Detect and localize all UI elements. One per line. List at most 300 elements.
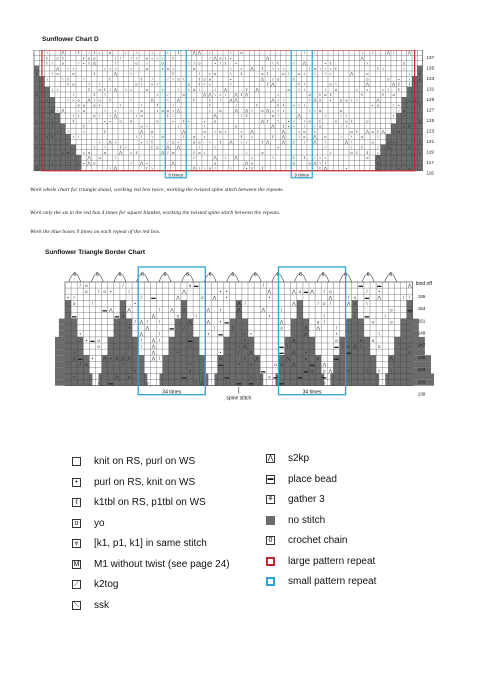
stitch-symbol: ⋀ — [261, 307, 266, 313]
stitch-symbol: ▬ — [309, 362, 315, 368]
stitch-symbol: ⋀ — [291, 337, 296, 343]
no-stitch-block — [114, 319, 132, 325]
stitch-symbol: o — [161, 107, 164, 113]
stitch-symbol: / — [140, 295, 142, 301]
stitch-symbol: ℓ — [240, 134, 243, 140]
stitch-symbol: / — [188, 123, 190, 129]
stitch-symbol: / — [72, 113, 74, 119]
stitch-symbol: \ — [282, 97, 284, 103]
stitch-symbol: • — [371, 102, 374, 108]
stitch-symbol: ⋀ — [113, 86, 118, 92]
stitch-symbol: ⋀ — [234, 92, 238, 98]
stitch-symbol: ℓ — [151, 139, 153, 145]
legend-item — [266, 556, 375, 567]
stitch-symbol: ⋀ — [229, 97, 233, 103]
stitch-symbol: / — [293, 118, 295, 124]
stitch-symbol: ℓ — [377, 65, 379, 71]
stitch-symbol: • — [277, 144, 279, 150]
stitch-symbol: ℓ — [93, 50, 96, 56]
stitch-symbol: \ — [414, 160, 416, 166]
stitch-symbol: / — [51, 86, 53, 92]
stitch-symbol: ℓ — [193, 97, 195, 103]
stitch-symbol: • — [251, 134, 253, 140]
stitch-symbol: \ — [277, 65, 279, 71]
stitch-symbol: ℓ — [240, 92, 243, 98]
no-stitch-block — [59, 331, 77, 337]
stitch-symbol: o — [292, 160, 295, 166]
stitch-symbol: • — [77, 113, 80, 119]
stitch-symbol: \ — [351, 139, 353, 145]
stitch-symbol: / — [158, 337, 161, 343]
stitch-symbol: ▬ — [376, 282, 382, 288]
stitch-symbol: \ — [387, 86, 389, 92]
legend-label: gather 3 — [288, 494, 325, 505]
stitch-symbol: • — [134, 301, 136, 307]
stitch-symbol: • — [193, 155, 195, 161]
row-number: 145 — [417, 354, 426, 360]
stitch-symbol: / — [324, 144, 326, 150]
stitch-symbol: ⋀ — [213, 113, 217, 119]
stitch-symbol: ℓ — [172, 71, 174, 77]
stitch-symbol: o — [308, 160, 311, 166]
stitch-symbol: o — [88, 149, 91, 155]
stitch-symbol: / — [67, 128, 69, 134]
stitch-symbol: / — [403, 160, 405, 166]
stitch-symbol: • — [146, 160, 148, 166]
legend-item — [266, 576, 376, 587]
stitch-symbol: o — [182, 92, 185, 98]
stitch-symbol: / — [114, 155, 116, 161]
stitch-symbol: o — [235, 123, 238, 129]
stitch-symbol: o — [324, 134, 327, 140]
chain-count: 6 — [163, 272, 167, 278]
stitch-symbol: ℓ — [109, 76, 111, 82]
stitch-symbol: ℓ — [104, 86, 106, 92]
stitch-symbol: • — [161, 65, 164, 71]
stitch-symbol: / — [51, 71, 53, 77]
stitch-symbol: / — [366, 60, 368, 66]
stitch-symbol: o — [323, 301, 326, 307]
stitch-symbol: \ — [198, 86, 200, 92]
stitch-symbol: • — [230, 55, 232, 61]
stitch-symbol: ℓ — [293, 155, 295, 161]
stitch-symbol: ℓ — [198, 76, 201, 82]
stitch-symbol: \ — [319, 65, 321, 71]
stitch-symbol: • — [67, 295, 69, 301]
stitch-symbol: ▬ — [248, 380, 254, 386]
stitch-symbol: / — [414, 123, 416, 129]
stitch-symbol: ▬ — [279, 343, 284, 349]
stitch-symbol: \ — [204, 123, 206, 129]
stitch-symbol: • — [128, 325, 130, 331]
stitch-symbol: \ — [146, 123, 148, 129]
chain-icon: 0 — [266, 536, 275, 545]
stitch-symbol: / — [377, 144, 379, 150]
stitch-symbol: • — [203, 134, 206, 140]
stitch-symbol: ⋀ — [61, 107, 65, 113]
gather-icon: ⚘ — [267, 496, 274, 503]
legend-label: k2tog — [94, 579, 119, 590]
stitch-symbol: o — [135, 81, 138, 87]
no-stitch-block — [297, 306, 303, 312]
stitch-symbol: / — [167, 92, 169, 98]
stitch-symbol: / — [125, 50, 127, 56]
stitch-symbol: ⋀ — [244, 92, 249, 98]
stitch-symbol: / — [204, 81, 206, 87]
stitch-symbol: \ — [298, 102, 300, 108]
stitch-symbol: \ — [172, 107, 174, 113]
stitch-symbol: \ — [230, 81, 232, 87]
stitch-symbol: • — [324, 60, 327, 66]
border-chart-grid — [55, 262, 455, 417]
stitch-symbol: ⋀ — [108, 307, 113, 313]
legend-item — [72, 477, 195, 488]
stitch-symbol: / — [419, 149, 421, 155]
stitch-symbol: o — [219, 356, 222, 362]
stitch-symbol: o — [403, 60, 406, 66]
stitch-symbol: / — [114, 55, 116, 61]
stitch-symbol: ℓ — [277, 60, 279, 66]
stitch-symbol: o — [310, 368, 314, 374]
stitch-symbol: ℓ — [298, 81, 300, 87]
stitch-symbol: ▬ — [114, 313, 120, 319]
stitch-symbol: o — [376, 160, 379, 166]
stitch-symbol: / — [67, 97, 69, 103]
stitch-symbol: ℓ — [209, 97, 211, 103]
stitch-symbol: ⋀ — [310, 288, 314, 294]
stitch-symbol: ▬ — [218, 362, 223, 368]
stitch-symbol: / — [172, 113, 174, 119]
stitch-symbol: / — [183, 325, 185, 331]
no-stitch-block — [169, 337, 200, 343]
stitch-symbol: / — [128, 288, 130, 294]
stitch-symbol: \ — [366, 368, 368, 374]
stitch-symbol: ⋀ — [407, 123, 412, 129]
row-number: 151 — [417, 318, 426, 324]
stitch-symbol: o — [329, 81, 332, 87]
stitch-symbol: • — [130, 65, 132, 71]
stitch-symbol: o — [35, 92, 38, 98]
stitch-symbol: / — [272, 76, 274, 82]
stitch-symbol: ⋀ — [304, 331, 308, 337]
no-stitch-block — [120, 306, 126, 312]
stitch-symbol: o — [67, 149, 70, 155]
stitch-symbol: / — [335, 325, 338, 331]
stitch-symbol: ℓ — [93, 71, 96, 77]
no-stitch-block — [65, 313, 71, 319]
stitch-symbol: \ — [213, 325, 216, 331]
stitch-symbol: • — [130, 86, 132, 92]
legend-label: M1 without twist (see page 24) — [94, 558, 230, 570]
stitch-symbol: o — [72, 71, 75, 77]
stitch-symbol: o — [56, 71, 59, 77]
stitch-symbol: \ — [99, 81, 101, 87]
stitch-symbol: ⋀ — [127, 356, 131, 362]
stitch-symbol: / — [324, 86, 326, 92]
stitch-symbol: ▬ — [224, 374, 229, 380]
stitch-symbol: \ — [67, 165, 69, 171]
border-chart — [55, 262, 455, 417]
stitch-symbol: ⋀ — [249, 349, 253, 355]
stitch-symbol: o — [390, 307, 393, 313]
stitch-symbol: / — [393, 128, 395, 134]
stitch-symbol: ℓ — [67, 81, 69, 87]
row-number: 141 — [417, 379, 426, 385]
stitch-symbol: \ — [114, 65, 116, 71]
stitch-symbol: o — [371, 337, 375, 343]
stitch-symbol: o — [361, 134, 364, 140]
stitch-symbol: o — [198, 60, 201, 66]
stitch-symbol: \ — [146, 139, 148, 145]
chain-count: 6 — [95, 272, 99, 278]
twisted-knit-icon: ℓ — [72, 498, 81, 507]
no-stitch-block — [333, 355, 376, 361]
stitch-symbol: ▬ — [334, 356, 339, 362]
stitch-symbol: \ — [78, 107, 80, 113]
stitch-symbol: ▬ — [407, 307, 412, 313]
legend-item — [72, 600, 109, 611]
stitch-symbol: / — [193, 60, 195, 66]
legend-item — [266, 535, 347, 546]
stitch-symbol: ▬ — [218, 331, 223, 337]
stitch-symbol: ⋀ — [151, 343, 156, 349]
repeat-label: 34 times — [162, 389, 182, 396]
stitch-symbol: / — [188, 60, 190, 66]
stitch-symbol: / — [130, 160, 132, 166]
stitch-symbol: • — [83, 149, 85, 155]
stitch-symbol: \ — [341, 343, 344, 349]
stitch-symbol: ⋀ — [271, 81, 275, 87]
stitch-symbol: ℓ — [319, 118, 321, 124]
stitch-symbol: o — [156, 118, 159, 124]
legend-label: purl on RS, knit on WS — [94, 476, 196, 488]
stitch-symbol: ℓ — [119, 144, 122, 150]
stitch-symbol: \ — [104, 144, 106, 150]
stitch-symbol: o — [146, 380, 149, 386]
stitch-symbol: o — [271, 113, 274, 119]
stitch-symbol: ℓ — [46, 55, 48, 61]
stitch-symbol: ℓ — [219, 139, 222, 145]
stitch-symbol: o — [77, 102, 80, 108]
stitch-symbol: ⋀ — [115, 356, 119, 362]
chain-count: 6 — [253, 272, 257, 278]
stitch-symbol: \ — [88, 81, 90, 87]
stitch-symbol: ⋀ — [250, 128, 254, 134]
stitch-symbol: \ — [282, 107, 284, 113]
stitch-symbol: ⋀ — [255, 356, 259, 362]
stitch-symbol: o — [93, 102, 96, 108]
stitch-symbol: o — [366, 155, 369, 161]
stitch-symbol: ⋀ — [150, 97, 154, 103]
row-number: 127 — [426, 107, 435, 113]
stitch-symbol: o — [387, 139, 390, 145]
stitch-symbol: \ — [288, 71, 290, 77]
stitch-symbol: ▬ — [224, 319, 229, 325]
stitch-symbol: / — [198, 165, 200, 171]
stitch-symbol: \ — [135, 113, 137, 119]
stitch-symbol: \ — [130, 71, 132, 77]
stitch-symbol: / — [57, 128, 59, 134]
stitch-symbol: o — [135, 60, 138, 66]
stitch-symbol: ⋀ — [346, 301, 351, 307]
stitch-symbol: ⋀ — [40, 144, 44, 150]
stitch-symbol: \ — [319, 160, 321, 166]
legend-label: yo — [94, 517, 105, 529]
stitch-symbol: o — [140, 113, 143, 119]
no-stitch-block — [218, 367, 261, 373]
stitch-symbol: • — [398, 102, 400, 108]
stitch-symbol: / — [314, 107, 316, 113]
stitch-symbol: ℓ — [135, 149, 138, 155]
stitch-symbol: ⋀ — [169, 307, 174, 313]
stitch-symbol: \ — [226, 380, 228, 386]
stitch-symbol: o — [319, 123, 322, 129]
stitch-symbol: \ — [93, 144, 95, 150]
stitch-symbol: \ — [246, 149, 248, 155]
stitch-symbol: ⋀ — [151, 337, 156, 343]
stitch-symbol: ⋀ — [271, 123, 275, 129]
stitch-symbol: • — [140, 139, 143, 145]
stitch-symbol: ▬ — [273, 374, 278, 380]
stitch-symbol: / — [78, 160, 80, 166]
stitch-symbol: • — [250, 331, 252, 337]
no-stitch-block — [34, 113, 60, 118]
stitch-symbol: ⋀ — [206, 319, 211, 325]
stitch-symbol: / — [134, 319, 136, 325]
stitch-symbol: • — [413, 134, 416, 140]
blank-square-icon — [72, 457, 81, 466]
stitch-symbol: • — [244, 331, 246, 337]
stitch-symbol: o — [323, 368, 326, 374]
stitch-symbol: ⋀ — [386, 50, 391, 56]
stitch-symbol: ⋀ — [352, 343, 357, 349]
legend-item — [72, 518, 105, 529]
stitch-symbol: • — [161, 86, 164, 92]
stitch-symbol: / — [162, 55, 164, 61]
stitch-symbol: / — [198, 71, 200, 77]
ssk-icon: ⟍ — [72, 601, 81, 610]
legend-item — [266, 494, 325, 505]
legend-item — [72, 497, 206, 508]
chain-count: 6 — [118, 272, 122, 278]
stitch-symbol: / — [354, 313, 356, 319]
stitch-symbol: / — [225, 92, 227, 98]
no-stitch-block — [99, 374, 148, 380]
stitch-symbol: \ — [324, 65, 326, 71]
stitch-symbol: / — [298, 86, 300, 92]
stitch-symbol: o — [219, 55, 222, 61]
stitch-symbol: o — [418, 76, 421, 82]
stitch-symbol: / — [232, 325, 234, 331]
stitch-symbol: / — [172, 102, 174, 108]
note-blue-boxes: Work the blue boxes 9 times on each repeat of the red box. — [30, 229, 161, 235]
stitch-symbol: \ — [195, 313, 197, 319]
stitch-symbol: • — [104, 118, 106, 124]
no-stitch-block — [407, 300, 413, 306]
stitch-symbol: o — [359, 337, 363, 343]
stitch-symbol: o — [193, 139, 196, 145]
stitch-symbol: • — [238, 362, 240, 368]
no-stitch-block — [169, 349, 200, 355]
chart-d-title: Sunflower Chart D — [42, 36, 99, 43]
stitch-symbol: / — [78, 134, 80, 140]
stitch-symbol: / — [414, 55, 416, 61]
stitch-symbol: • — [303, 71, 306, 77]
stitch-symbol: • — [219, 319, 222, 325]
stitch-symbol: / — [73, 295, 75, 301]
no-stitch-block — [214, 374, 263, 380]
stitch-symbol: ▬ — [303, 288, 309, 294]
stitch-symbol: \ — [272, 65, 274, 71]
stitch-symbol: / — [158, 331, 161, 337]
stitch-symbol: \ — [46, 76, 48, 82]
note-square: Work only the sts in the red box 4 times for square blanket, working the twisted spine stitch between the repeats. — [30, 210, 281, 216]
stitch-symbol: ▬ — [334, 343, 339, 349]
stitch-symbol: o — [303, 128, 306, 134]
stitch-symbol: ℓ — [303, 155, 306, 161]
stitch-symbol: o — [319, 107, 322, 113]
stitch-symbol: ℓ — [256, 102, 258, 108]
stitch-symbol: ⋀ — [237, 301, 241, 307]
stitch-symbol: \ — [238, 343, 240, 349]
stitch-symbol: ℓ — [224, 60, 227, 66]
stitch-symbol: \ — [46, 50, 48, 56]
stitch-symbol: • — [151, 81, 153, 87]
stitch-symbol: ⋀ — [139, 160, 144, 166]
stitch-symbol: ⋀ — [376, 155, 380, 161]
stitch-symbol: o — [61, 60, 64, 66]
stitch-symbol: / — [303, 81, 305, 87]
stitch-symbol: ⋀ — [313, 97, 317, 103]
stitch-symbol: • — [224, 128, 227, 134]
stitch-symbol: ▬ — [322, 374, 327, 380]
no-stitch-block — [163, 361, 206, 367]
stitch-symbol: ⋀ — [188, 319, 192, 325]
stitch-symbol: ℓ — [88, 86, 90, 92]
stitch-symbol: ⋀ — [389, 356, 394, 362]
stitch-symbol: \ — [195, 380, 197, 386]
stitch-symbol: ⋀ — [250, 65, 254, 71]
stitch-symbol: o — [35, 144, 38, 150]
stitch-symbol: ℓ — [329, 60, 332, 66]
stitch-symbol: / — [99, 139, 101, 145]
stitch-symbol: o — [193, 86, 196, 92]
stitch-symbol: ℓ — [109, 97, 111, 103]
stitch-symbol: ⋀ — [323, 165, 328, 171]
stitch-symbol: o — [408, 165, 411, 171]
no-stitch-icon — [266, 516, 275, 525]
stitch-symbol: • — [72, 134, 75, 140]
stitch-symbol: \ — [141, 81, 143, 87]
stitch-symbol: • — [219, 288, 222, 294]
stitch-symbol: ℓ — [245, 113, 248, 119]
stitch-symbol: • — [335, 331, 338, 337]
stitch-symbol: o — [366, 71, 369, 77]
stitch-symbol: o — [350, 149, 353, 155]
stitch-symbol: \ — [303, 139, 305, 145]
stitch-symbol: \ — [408, 76, 410, 82]
stitch-symbol: ⋀ — [182, 288, 186, 294]
stitch-symbol: ℓ — [62, 55, 64, 61]
stitch-symbol: / — [109, 86, 111, 92]
legend-item — [72, 559, 230, 570]
stitch-symbol: \ — [167, 97, 169, 103]
no-stitch-block — [34, 166, 81, 171]
stitch-symbol: ⋀ — [271, 97, 275, 103]
stitch-symbol: • — [345, 165, 348, 171]
stitch-symbol: ℓ — [51, 123, 54, 129]
stitch-symbol: ℓ — [88, 60, 90, 66]
